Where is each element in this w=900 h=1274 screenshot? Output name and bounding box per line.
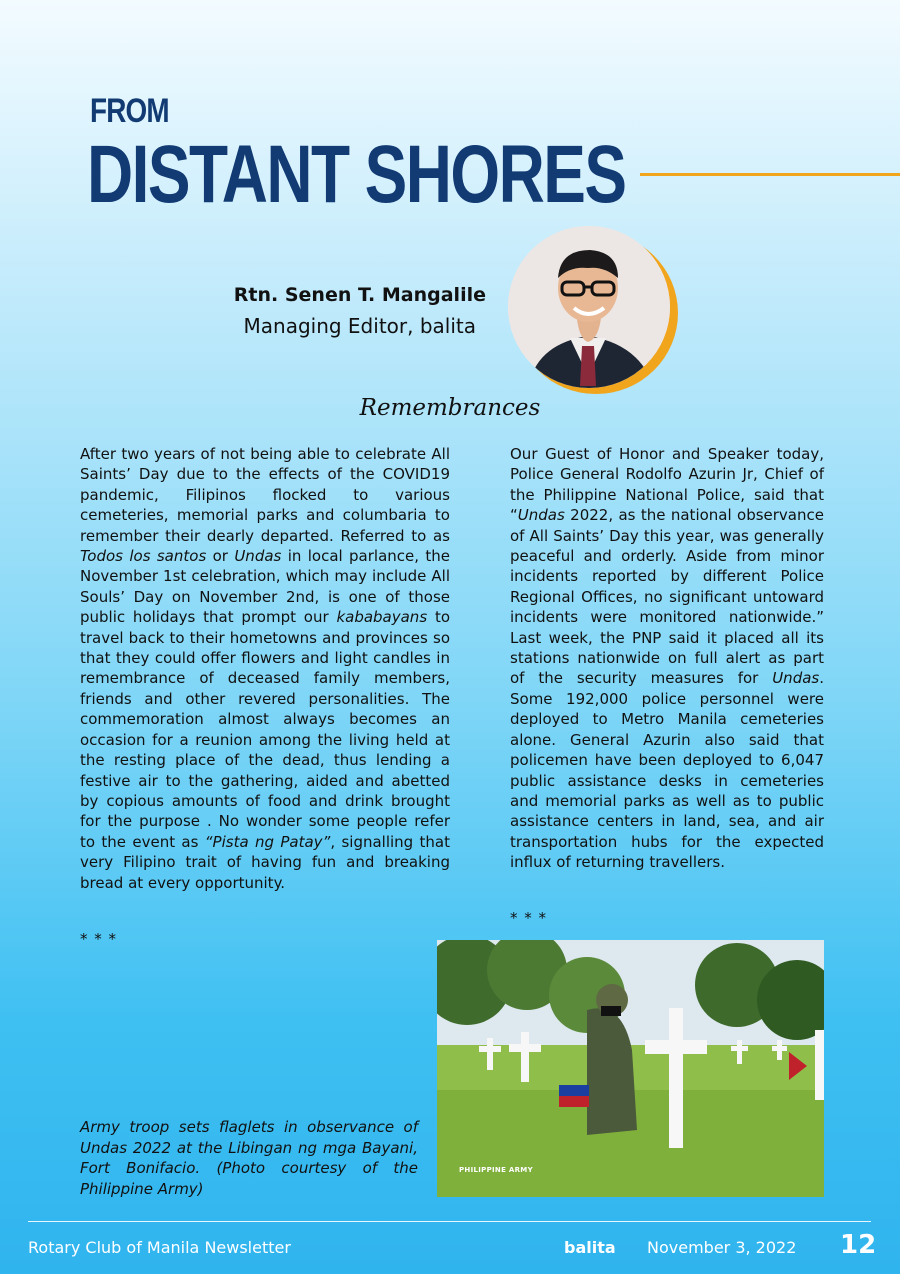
page-title: DISTANT SHORES	[87, 129, 626, 220]
article-title: Remembrances	[359, 395, 541, 421]
article-column-left: After two years of not being able to celebrate All Saints’ Day due to the effects of the COVID19 pandemic, Filipinos flocked to various cemeteries, memorial parks and columbaria to remember their dearly departed. Referred to as Todos los santos or Undas in local parlance, the November 1st celebration, which may include All Souls’ Day on November 2nd, is one of those public holidays that prompt our kababayans to travel back to their hometowns and provinces so that they could offer flowers and light candles in remembrance of deceased family members, friends and other revered personalities. The commemoration almost always becomes an occasion for a reunion among the living held at the resting place of the dead, thus lending a festive air to the gathering, aided and abetted by copious amounts of food and drink brought for the purpose . No wonder some people refer to the event as “Pista ng Patay”, signalling that very Filipino trait of having fun and breaking bread at every opportunity.	[80, 445, 451, 892]
author-portrait	[508, 226, 670, 388]
author-name: Rtn. Senen T. Mangalile	[233, 284, 486, 306]
footer-rule	[28, 1221, 871, 1222]
separator-right: * * *	[510, 909, 548, 927]
article-column-right: Our Guest of Honor and Speaker today, Police General Rodolfo Azurin Jr, Chief of the Philippine National Police, said that “Undas 2022, as the national observance of All Saints’ Day this year, was generally peaceful and orderly. Aside from minor incidents reported by different Police Regional Offices, no significant untoward incidents were monitored nationwide.” Last week, the PNP said it placed all its stations nationwide on full alert as part of the security measures for Undas. Some 192,000 police personnel were deployed to Metro Manila cemeteries alone. General Azurin also said that policemen have been deployed to 6,047 public assistance desks in cemeteries and memorial parks as well as to public assistance centers in land, sea, and air transportation hubs for the expected influx of returning travellers.	[510, 445, 824, 872]
page-number: 12	[840, 1230, 877, 1260]
footer-date: November 3, 2022	[647, 1238, 797, 1257]
photo-watermark: PHILIPPINE ARMY	[459, 1166, 533, 1174]
cemetery-photo	[437, 940, 824, 1197]
footer-brand: balita	[564, 1238, 616, 1257]
title-accent-rule	[640, 173, 900, 176]
separator-left: * * *	[80, 930, 118, 948]
footer-publisher: Rotary Club of Manila Newsletter	[28, 1238, 291, 1257]
author-role: Managing Editor, balita	[243, 314, 476, 338]
photo-caption: Army troop sets flaglets in observance of Undas 2022 at the Libingan ng mga Bayani, Fort Bonifacio. (Photo courtesy of the Philippine Army)	[80, 1118, 418, 1198]
section-kicker: FROM	[90, 92, 169, 130]
